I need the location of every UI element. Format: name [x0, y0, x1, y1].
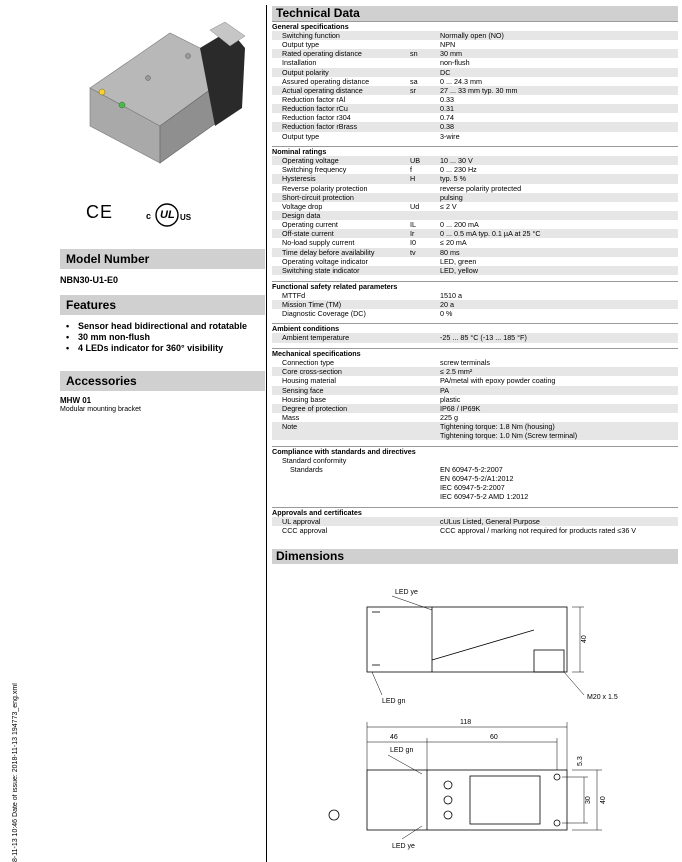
spec-symbol [410, 465, 440, 474]
spec-row [272, 122, 678, 131]
spec-key: Housing base [282, 394, 326, 404]
spec-value: 20 a [440, 300, 678, 309]
spec-row [272, 367, 678, 376]
spec-value: IEC 60947-5-2:2007 [440, 483, 505, 493]
dim-40-side-label: 40 [581, 635, 588, 643]
spec-symbol [410, 358, 440, 367]
spec-key: Output type [282, 40, 320, 50]
dim-46-label: 46 [390, 734, 398, 741]
front-view-housing [367, 770, 567, 830]
spec-value: typ. 5 % [440, 174, 678, 183]
spec-key: Short-circuit protection [272, 193, 410, 202]
spec-row [272, 113, 678, 122]
spec-row [272, 193, 678, 202]
spec-value: 0 ... 24.3 mm [440, 76, 482, 86]
spec-symbol [410, 422, 440, 431]
spec-key [272, 492, 410, 501]
spec-group-title: General specifications [272, 22, 678, 32]
feature-item: • 30 mm non-flush [60, 332, 265, 342]
spec-key: CCC approval [282, 526, 328, 536]
model-number-section [60, 249, 265, 285]
spec-group-heading [272, 281, 678, 291]
spec-value: cULus Listed, General Purpose [440, 517, 678, 526]
spec-key: Hysteresis [272, 174, 410, 183]
spec-key: Diagnostic Coverage (DC) [282, 308, 366, 318]
spec-value: DC [440, 68, 678, 77]
spec-value: EN 60947-5-2:2007 [440, 464, 503, 474]
spec-value: 3-wire [440, 131, 460, 141]
spec-key: Design data [272, 211, 410, 220]
spec-value: PA [440, 386, 678, 395]
spec-group-heading [272, 147, 678, 157]
spec-row [272, 474, 678, 483]
spec-symbol [410, 95, 440, 104]
technical-data-heading: Technical Data [272, 6, 678, 21]
spec-symbol [410, 404, 440, 413]
led-gn-front-label: LED gn [390, 747, 414, 754]
spec-row [272, 184, 678, 193]
spec-value: screw terminals [440, 358, 490, 368]
features-list [60, 321, 265, 353]
spec-key: Off-state current [272, 229, 410, 238]
spec-value: 80 ms [440, 248, 678, 257]
spec-row [272, 220, 678, 229]
spec-key: Operating voltage [272, 156, 410, 165]
cul-us-text: US [180, 213, 192, 222]
spec-group-heading [272, 324, 678, 334]
spec-value: plastic [440, 394, 461, 404]
spec-value: 1510 a [440, 290, 462, 300]
spec-key: Output polarity [272, 68, 410, 77]
spec-key: Reduction factor rCu [272, 104, 410, 113]
spec-symbol: H [410, 174, 440, 183]
spec-key: Rated operating distance [272, 49, 410, 58]
spec-row [272, 238, 678, 247]
side-view-housing [367, 607, 567, 672]
spec-row [272, 77, 678, 86]
spec-symbol [410, 40, 440, 49]
spec-symbol: sn [410, 49, 440, 58]
spec-value: NPN [440, 40, 456, 50]
features-heading: Features [60, 295, 265, 315]
spec-symbol [410, 58, 440, 67]
spec-symbol [410, 68, 440, 77]
dimensions-drawing [272, 552, 678, 862]
accessories-section [60, 371, 265, 413]
spec-symbol [410, 113, 440, 122]
spec-symbol [410, 257, 440, 266]
spec-group-title: Compliance with standards and directives [272, 446, 678, 456]
dim-30-label: 30 [585, 796, 592, 804]
spec-row [272, 291, 678, 300]
spec-value: 0 ... 0.5 mA typ. 0.1 µA at 25 °C [440, 229, 678, 238]
spec-row [272, 404, 678, 413]
spec-key: Core cross-section [272, 367, 410, 376]
spec-key: Reduction factor r304 [282, 113, 351, 123]
spec-symbol [410, 211, 440, 220]
spec-value: 0.38 [440, 122, 678, 131]
spec-value: 0.33 [440, 94, 454, 104]
spec-row [272, 229, 678, 238]
spec-key: UL approval [272, 517, 410, 526]
spec-value: ≤ 2 V [440, 201, 457, 211]
spec-row [272, 58, 678, 67]
spec-key: Reverse polarity protection [282, 183, 368, 193]
model-number-heading: Model Number [60, 249, 265, 269]
spec-symbol: I0 [410, 238, 416, 248]
spec-symbol [410, 104, 440, 113]
spec-value: Normally open (NO) [440, 31, 678, 40]
spec-symbol: sa [410, 76, 418, 86]
cul-c-text: c [146, 211, 152, 221]
certification-marks [80, 200, 220, 230]
spec-row [272, 309, 678, 318]
spec-key: Time delay before availability [272, 248, 410, 257]
model-number-value: NBN30-U1-E0 [60, 275, 119, 285]
spec-key: Actual operating distance [272, 86, 410, 95]
led-ye-bottom-label: LED ye [392, 843, 415, 850]
column-divider [266, 5, 267, 862]
spec-symbol [410, 300, 440, 309]
spec-value: 30 mm [440, 49, 678, 58]
spec-row [272, 431, 678, 440]
spec-symbol [410, 474, 440, 483]
spec-key [272, 474, 410, 483]
right-column [272, 6, 678, 564]
spec-row [272, 465, 678, 474]
spec-key: Mission Time (TM) [272, 300, 410, 309]
accessory-description: Modular mounting bracket [60, 406, 141, 413]
spec-value: LED, yellow [440, 266, 678, 275]
spec-row [272, 526, 678, 535]
spec-row [272, 300, 678, 309]
spec-value: ≤ 2.5 mm² [440, 367, 678, 376]
spec-key: Switching frequency [282, 165, 347, 175]
spec-value: 0 % [440, 308, 453, 318]
spec-symbol [410, 431, 440, 440]
spec-value: ≤ 20 mA [440, 238, 467, 248]
feature-item: • 4 LEDs indicator for 360° visibility [60, 343, 265, 353]
spec-row [272, 492, 678, 501]
spec-key: Reduction factor rAl [282, 94, 346, 104]
led-gn-side-label: LED gn [382, 698, 406, 705]
spec-row [272, 376, 678, 385]
issue-date-sidebar: 8-11-13 10:46 Date of issue: 2018-11-13 194773_eng.xml [12, 683, 19, 862]
spec-row [272, 386, 678, 395]
spec-symbol [410, 413, 440, 422]
spec-row [272, 211, 678, 220]
spec-symbol [410, 483, 440, 492]
spec-row [272, 156, 678, 165]
spec-value: 0 ... 200 mA [440, 220, 479, 230]
spec-row [272, 266, 678, 275]
spec-symbol [410, 184, 440, 193]
spec-key: Operating voltage indicator [282, 256, 368, 266]
spec-symbol: f [410, 165, 412, 175]
cul-ul-text: UL [160, 209, 175, 221]
spec-symbol [410, 386, 440, 395]
spec-value: IP68 / IP69K [440, 404, 678, 413]
spec-key: Switching function [272, 31, 410, 40]
spec-row [272, 395, 678, 404]
spec-group-title: Mechanical specifications [272, 349, 678, 359]
spec-symbol: Ud [410, 201, 420, 211]
spec-symbol [410, 376, 440, 385]
spec-group-heading [272, 22, 678, 32]
feature-item: • Sensor head bidirectional and rotatable [60, 321, 265, 331]
spec-key: Sensing face [272, 386, 410, 395]
spec-key [272, 431, 410, 440]
accessory-title: MHW 01 [60, 396, 92, 405]
spec-row [272, 68, 678, 77]
spec-key: Output type [282, 131, 320, 141]
spec-row [272, 49, 678, 58]
dimensions-heading: Dimensions [272, 549, 678, 564]
spec-key: No-load supply current [282, 238, 355, 248]
spec-key: Standards [290, 464, 323, 474]
features-section [60, 295, 265, 354]
ce-mark-icon: CE [86, 202, 114, 222]
dim-40-front-label: 40 [600, 796, 607, 804]
spec-value: Tightening torque: 1.8 Nm (housing) [440, 422, 678, 431]
spec-value: -25 ... 85 °C (-13 ... 185 °F) [440, 333, 678, 342]
spec-row [272, 456, 678, 465]
spec-key: Reduction factor rBrass [272, 122, 410, 131]
dim-5-3-label: 5.3 [577, 756, 584, 766]
spec-symbol [410, 395, 440, 404]
spec-symbol [410, 526, 440, 535]
spec-key: Mass [282, 412, 300, 422]
product-photo [60, 8, 265, 168]
dimension-drawing-svg [272, 552, 678, 862]
spec-value [440, 211, 678, 220]
spec-row [272, 358, 678, 367]
spec-symbol [410, 309, 440, 318]
spec-symbol: sr [410, 86, 440, 95]
spec-key: Degree of protection [272, 404, 410, 413]
spec-value: non-flush [440, 58, 470, 68]
m20-thread-label: M20 x 1.5 [587, 694, 618, 701]
spec-value: 225 g [440, 412, 458, 422]
dim-118-label: 118 [460, 719, 472, 726]
spec-symbol [410, 333, 440, 342]
spec-value: LED, green [440, 256, 477, 266]
spec-group-title: Approvals and certificates [272, 508, 678, 518]
spec-key: Assured operating distance [282, 76, 370, 86]
spec-row [272, 517, 678, 526]
spec-symbol [410, 367, 440, 376]
spec-group-gap [272, 535, 678, 541]
spec-symbol [410, 492, 440, 501]
spec-symbol [410, 31, 440, 40]
spec-symbol: IL [410, 220, 416, 230]
spec-key: Installation [282, 58, 317, 68]
spec-group-heading [272, 349, 678, 359]
spec-value [440, 456, 678, 465]
spec-row [272, 257, 678, 266]
spec-row [272, 31, 678, 40]
spec-group-title: Ambient conditions [272, 324, 678, 334]
spec-row [272, 174, 678, 183]
spec-key [272, 483, 410, 492]
spec-symbol: Ir [410, 229, 440, 238]
spec-group-heading [272, 508, 678, 518]
spec-value: 10 ... 30 V [440, 156, 678, 165]
spec-value: pulsing [440, 193, 678, 202]
spec-symbol [410, 517, 440, 526]
spec-key: Standard conformity [282, 455, 347, 465]
spec-row [272, 40, 678, 49]
spec-symbol: tv [410, 248, 440, 257]
technical-data-table [272, 21, 678, 541]
spec-row [272, 86, 678, 95]
spec-group-heading [272, 446, 678, 456]
spec-key: Operating current [282, 220, 338, 230]
spec-row [272, 248, 678, 257]
spec-value: 0.74 [440, 113, 454, 123]
spec-value: PA/metal with epoxy powder coating [440, 376, 556, 386]
spec-row [272, 483, 678, 492]
spec-symbol [410, 456, 440, 465]
spec-key: Note [272, 422, 410, 431]
spec-symbol [410, 266, 440, 275]
spec-symbol [410, 132, 440, 141]
spec-symbol [410, 122, 440, 131]
spec-value: 27 ... 33 mm typ. 30 mm [440, 86, 678, 95]
spec-key: MTTFd [282, 290, 306, 300]
spec-key: Ambient temperature [272, 333, 410, 342]
left-column [0, 0, 266, 862]
spec-row [272, 333, 678, 342]
spec-group-title: Nominal ratings [272, 147, 678, 157]
spec-symbol: UB [410, 156, 440, 165]
spec-symbol [410, 193, 440, 202]
led-ye-top-label: LED ye [395, 589, 418, 596]
accessories-heading: Accessories [60, 371, 265, 391]
spec-key: Housing material [282, 376, 336, 386]
spec-row [272, 95, 678, 104]
spec-value: IEC 60947-5-2 AMD 1:2012 [440, 492, 529, 502]
spec-value: EN 60947-5-2/A1:2012 [440, 474, 514, 484]
spec-row [272, 132, 678, 141]
spec-value: reverse polarity protected [440, 183, 522, 193]
spec-key: Switching state indicator [272, 266, 410, 275]
spec-symbol [410, 291, 440, 300]
spec-value: 0 ... 230 Hz [440, 165, 477, 175]
spec-row [272, 165, 678, 174]
spec-value: Tightening torque: 1.0 Nm (Screw terminal) [440, 431, 678, 440]
spec-key: Voltage drop [282, 201, 323, 211]
spec-row [272, 413, 678, 422]
spec-value: 0.31 [440, 104, 678, 113]
spec-row [272, 202, 678, 211]
dim-60-label: 60 [490, 734, 498, 741]
spec-key: Connection type [282, 358, 334, 368]
spec-group-title: Functional safety related parameters [272, 281, 678, 291]
spec-value: CCC approval / marking not required for products rated ≤36 V [440, 526, 637, 536]
spec-row [272, 422, 678, 431]
spec-row [272, 104, 678, 113]
